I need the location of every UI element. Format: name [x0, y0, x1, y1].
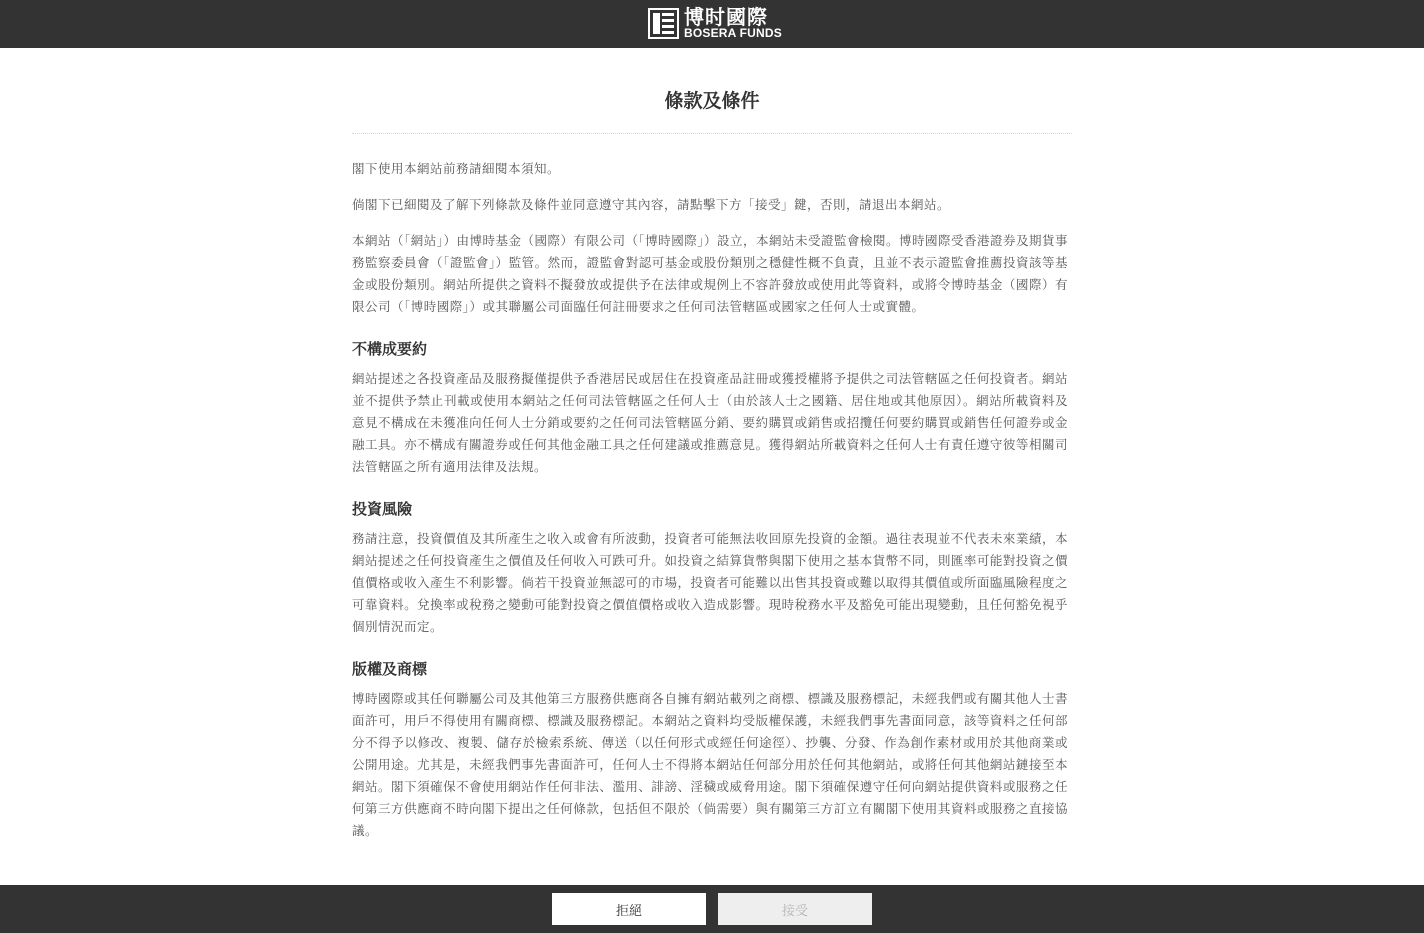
- intro-paragraph-2: 倘閣下已細閱及了解下列條款及條件並同意遵守其內容，請點擊下方「接受」鍵，否則，請退出本網站。: [352, 197, 951, 212]
- logo-english-name: BOSERA FUNDS: [684, 26, 782, 40]
- top-bar: [0, 0, 1424, 48]
- bosera-logo[interactable]: [648, 5, 782, 42]
- reject-button[interactable]: 拒絕: [552, 893, 706, 925]
- section-text-investment-risk: 務請注意，投資價值及其所產生之收入或會有所波動，投資者可能無法收回原先投資的金額。過往表現並不代表未來業績，本網站提述之任何投資產生之價值及任何收入可跌可升。如投資之結算貨幣與閣下使用之基本貨幣不同，則匯率可能對投資之價值價格或收入產生不利影響。倘若干投資並無認可的市場，投資者可能難以出售其投資或難以取得其價值或所面臨風險程度之可靠資料。兌換率或稅務之變動可能對投資之價值價格或收入造成影響。現時稅務水平及豁免可能出現變動，且任何豁免視乎個別情況而定。: [352, 531, 1068, 634]
- section-heading-no-offer: 不構成要約: [352, 340, 428, 358]
- title-divider: [352, 133, 1072, 134]
- accept-button[interactable]: 接受: [718, 893, 872, 925]
- intro-paragraph-3: 本網站（「網站」）由博時基金（國際）有限公司（「博時國際」）設立，本網站未受證監會檢閱。博時國際受香港證券及期貨事務監察委員會（「證監會」）監管。然而，證監會對認可基金或股份類別之穩健性概不負責，且並不表示證監會推薦投資該等基金或股份類別。網站所提供之資料不擬發放或提供予在法律或規例上不容許發放或使用此等資料，或將令博時基金（國際）有限公司（「博時國際」）或其聯屬公司面臨任何註冊要求之任何司法管轄區或國家之任何人士或實體。: [352, 233, 1069, 314]
- logo-chinese-name: 博时國際: [684, 5, 768, 29]
- bottom-action-bar: [0, 885, 1424, 933]
- section-text-no-offer: 網站提述之各投資產品及服務擬僅提供予香港居民或居住在投資產品註冊或獲授權將予提供之司法管轄區之任何投資者。網站並不提供予禁止刊載或使用本網站之任何司法管轄區之任何人士（由於該人士之國籍、居住地或其他原因）。網站所載資料及意見不構成在未獲准向任何人士分銷或要約之任何司法管轄區分銷、要約購買或銷售或招攬任何要約購買或銷售任何證券或金融工具。亦不構成有關證券或任何其他金融工具之任何建議或推薦意見。獲得網站所載資料之任何人士有責任遵守彼等相關司法管轄區之所有適用法律及法規。: [352, 371, 1068, 474]
- terms-body: [352, 158, 1068, 856]
- page-title: 條款及條件: [664, 90, 760, 112]
- section-heading-investment-risk: 投資風險: [352, 500, 413, 518]
- section-heading-copyright: 版權及商標: [352, 660, 428, 678]
- intro-paragraph-1: 閣下使用本網站前務請細閱本須知。: [352, 161, 561, 176]
- bosera-logo-icon: [648, 8, 679, 39]
- section-text-copyright: 博時國際或其任何聯屬公司及其他第三方服務供應商各自擁有網站載列之商標、標識及服務標記，未經我們或有關其他人士書面許可，用戶不得使用有關商標、標識及服務標記。本網站之資料均受版權保護，未經我們事先書面同意，該等資料之任何部分不得予以修改、複製、儲存於檢索系統、傳送（以任何形式或經任何途徑）、抄襲、分發、作為創作素材或用於其他商業或公開用途。尤其是，未經我們事先書面許可，任何人士不得將本網站任何部分用於任何其他網站，或將任何其他網站鏈接至本網站。閣下須確保不會使用網站作任何非法、濫用、誹謗、淫穢或威脅用途。閣下須確保遵守任何向網站提供資料或服務之任何第三方供應商不時向閣下提出之任何條款，包括但不限於（倘需要）與有關第三方訂立有關閣下使用其資料或服務之直接協議。: [352, 691, 1068, 838]
- terms-content[interactable]: [352, 48, 1072, 885]
